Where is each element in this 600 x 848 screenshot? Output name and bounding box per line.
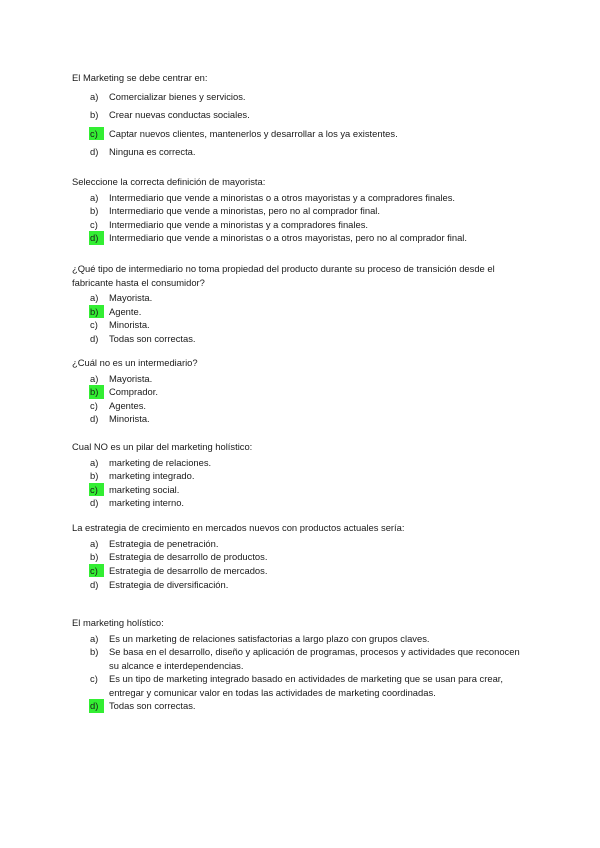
option-letter-highlighted: c) bbox=[89, 483, 104, 497]
option-text: Todas son correctas. bbox=[109, 700, 196, 711]
option-a bbox=[72, 456, 532, 470]
option-c bbox=[72, 399, 532, 413]
option-text: Estrategia de desarrollo de mercados. bbox=[109, 564, 268, 576]
option-text: Intermediario que vende a minoristas o a otros mayoristas y a compradores finales. bbox=[109, 191, 455, 203]
option-text: Estrategia de diversificación. bbox=[109, 579, 229, 590]
option-d bbox=[72, 332, 532, 346]
option-letter: b) bbox=[90, 470, 99, 481]
question-4 bbox=[72, 356, 532, 426]
option-letter: b) bbox=[90, 646, 99, 657]
option-d bbox=[72, 412, 532, 426]
option-text: Captar nuevos clientes, mantenerlos y desarrollar a los ya existentes. bbox=[109, 127, 398, 139]
option-letter: c) bbox=[90, 399, 98, 411]
option-text: marketing de relaciones. bbox=[109, 456, 212, 468]
option-text: Ninguna es correcta. bbox=[109, 146, 196, 157]
question-3 bbox=[72, 262, 532, 345]
question-2 bbox=[72, 175, 532, 245]
option-letter: c) bbox=[90, 319, 98, 330]
option-d-correct bbox=[72, 699, 532, 713]
option-text: Todas son correctas. bbox=[109, 332, 196, 344]
question-text: ¿Qué tipo de intermediario no toma propiedad del producto durante su proceso de transición desde el fabricante hasta el consumidor? bbox=[72, 263, 495, 288]
option-text: Minorista. bbox=[109, 413, 150, 424]
option-text: Estrategia de desarrollo de productos. bbox=[109, 551, 268, 562]
option-c bbox=[72, 318, 532, 332]
option-letter: c) bbox=[90, 673, 98, 684]
option-letter: a) bbox=[90, 632, 99, 644]
option-b bbox=[72, 469, 532, 483]
option-letter: a) bbox=[90, 90, 99, 102]
question-text: Seleccione la correcta definición de mayorista: bbox=[72, 176, 266, 187]
option-letter: d) bbox=[90, 413, 99, 424]
option-text: Agente. bbox=[109, 305, 142, 317]
option-text: Es un marketing de relaciones satisfactorias a largo plazo con grupos claves. bbox=[109, 632, 430, 644]
option-d bbox=[72, 578, 532, 592]
option-d bbox=[72, 496, 532, 510]
option-letter-highlighted: d) bbox=[89, 231, 104, 245]
option-letter: b) bbox=[90, 109, 99, 120]
option-a bbox=[72, 191, 532, 205]
option-b bbox=[72, 108, 532, 122]
option-text: Comercializar bienes y servicios. bbox=[109, 90, 246, 102]
option-text: Agentes. bbox=[109, 399, 147, 411]
option-b-correct bbox=[72, 385, 532, 399]
option-letter: c) bbox=[90, 218, 98, 230]
option-letter: a) bbox=[90, 456, 99, 468]
option-letter: d) bbox=[90, 497, 99, 508]
option-c bbox=[72, 218, 532, 232]
option-d-correct bbox=[72, 231, 532, 245]
option-letter: a) bbox=[90, 372, 99, 384]
question-text: El marketing holístico: bbox=[72, 617, 164, 628]
option-a bbox=[72, 372, 532, 386]
option-b-correct bbox=[72, 305, 532, 319]
option-letter: d) bbox=[90, 146, 99, 157]
option-text: Intermediario que vende a minoristas o a otros mayoristas, pero no al comprador final. bbox=[109, 232, 467, 243]
option-a bbox=[72, 291, 532, 305]
option-text: Intermediario que vende a minoristas y a compradores finales. bbox=[109, 218, 368, 230]
option-letter: a) bbox=[90, 191, 99, 203]
option-d bbox=[72, 145, 532, 159]
option-c-correct bbox=[72, 483, 532, 497]
option-letter: d) bbox=[90, 579, 99, 590]
question-text: ¿Cuál no es un intermediario? bbox=[72, 357, 198, 368]
question-5 bbox=[72, 440, 532, 510]
option-text: Mayorista. bbox=[109, 372, 153, 384]
option-text: Mayorista. bbox=[109, 292, 153, 303]
option-text: marketing integrado. bbox=[109, 470, 195, 481]
option-letter: a) bbox=[90, 292, 99, 303]
question-6 bbox=[72, 521, 532, 592]
option-a bbox=[72, 90, 532, 104]
option-letter: d) bbox=[90, 332, 99, 344]
option-letter: b) bbox=[90, 205, 99, 216]
option-text: Intermediario que vende a minoristas, pero no al comprador final. bbox=[109, 205, 380, 216]
option-letter: b) bbox=[90, 551, 99, 562]
option-text: Minorista. bbox=[109, 319, 150, 330]
option-letter-highlighted: b) bbox=[89, 305, 104, 319]
option-b bbox=[72, 204, 532, 218]
option-text: marketing social. bbox=[109, 483, 180, 495]
option-text: Es un tipo de marketing integrado basado en actividades de marketing que se usan para crear, entregar y comunicar valor en todas las actividades de marketing coordinadas. bbox=[109, 673, 503, 698]
option-b bbox=[72, 550, 532, 564]
option-a bbox=[72, 632, 532, 646]
option-text: Crear nuevas conductas sociales. bbox=[109, 109, 250, 120]
option-letter-highlighted: d) bbox=[89, 699, 104, 713]
option-text: Comprador. bbox=[109, 386, 158, 397]
option-text: marketing interno. bbox=[109, 497, 185, 508]
option-text: Se basa en el desarrollo, diseño y aplicación de programas, procesos y actividades que reconocen su alcance e interdependencias. bbox=[109, 646, 520, 671]
option-letter: a) bbox=[90, 537, 99, 549]
question-text: Cual NO es un pilar del marketing holístico: bbox=[72, 441, 253, 452]
question-1 bbox=[72, 71, 532, 159]
option-a bbox=[72, 537, 532, 551]
option-c-correct bbox=[72, 564, 532, 578]
question-7 bbox=[72, 616, 532, 713]
option-b bbox=[72, 645, 532, 672]
question-text: El Marketing se debe centrar en: bbox=[72, 72, 208, 83]
option-letter-highlighted: c) bbox=[89, 127, 104, 141]
option-letter-highlighted: b) bbox=[89, 385, 104, 399]
option-c bbox=[72, 672, 532, 699]
option-text: Estrategia de penetración. bbox=[109, 537, 219, 549]
question-text: La estrategia de crecimiento en mercados nuevos con productos actuales sería: bbox=[72, 522, 405, 533]
option-c-correct bbox=[72, 127, 532, 141]
option-letter-highlighted: c) bbox=[89, 564, 104, 578]
